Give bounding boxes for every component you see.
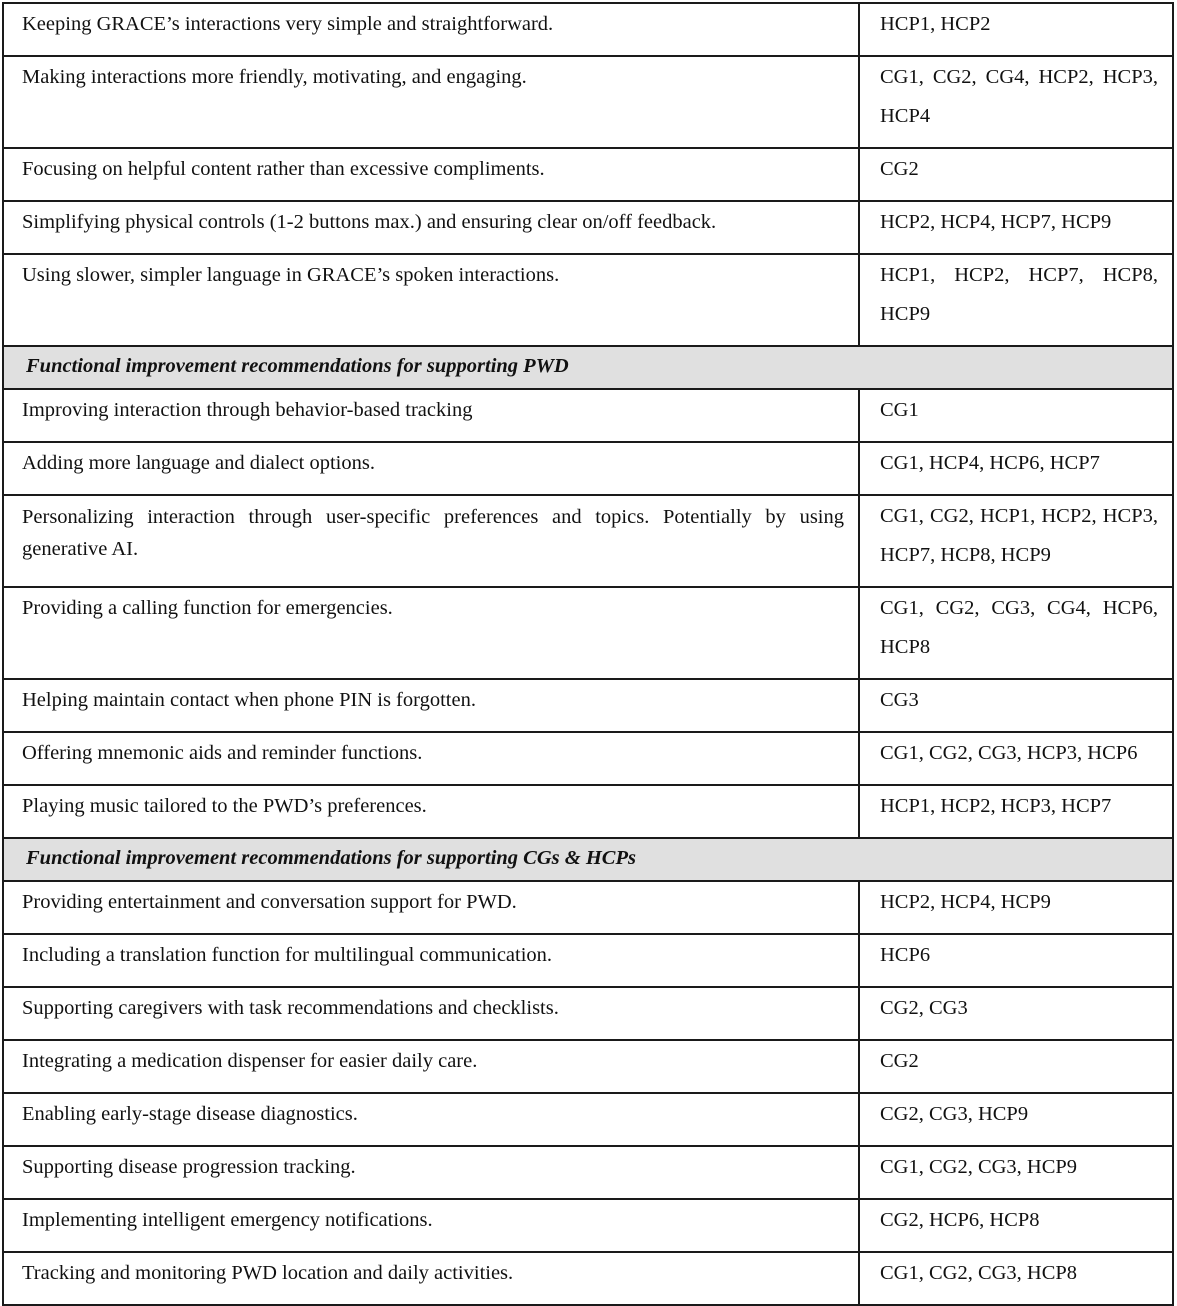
recommendation-cell: Including a translation function for multilingual communication.	[3, 934, 859, 987]
table-row	[3, 881, 1173, 934]
table-row	[3, 389, 1173, 442]
participants-cell: CG1	[859, 389, 1173, 442]
participants-cell: CG2, CG3, HCP9	[859, 1093, 1173, 1146]
table-row	[3, 987, 1173, 1040]
table-row	[3, 201, 1173, 254]
table-row	[3, 587, 1173, 679]
table-row	[3, 732, 1173, 785]
participants-cell: CG2	[859, 1040, 1173, 1093]
participants-cell: HCP6	[859, 934, 1173, 987]
participants-cell: CG2	[859, 148, 1173, 201]
recommendation-cell: Improving interaction through behavior-based tracking	[3, 389, 859, 442]
recommendation-cell: Using slower, simpler language in GRACE’s spoken interactions.	[3, 254, 859, 346]
table-row	[3, 1199, 1173, 1252]
table-row	[3, 442, 1173, 495]
recommendation-cell: Tracking and monitoring PWD location and daily activities.	[3, 1252, 859, 1305]
participants-cell: CG1, HCP4, HCP6, HCP7	[859, 442, 1173, 495]
participants-cell: CG1, CG2, HCP1, HCP2, HCP3, HCP7, HCP8, HCP9	[859, 495, 1173, 587]
table-row	[3, 148, 1173, 201]
recommendation-cell: Providing a calling function for emergencies.	[3, 587, 859, 679]
table-row	[3, 679, 1173, 732]
recommendation-cell: Focusing on helpful content rather than excessive compliments.	[3, 148, 859, 201]
participants-cell: CG1, CG2, CG3, HCP8	[859, 1252, 1173, 1305]
participants-cell: HCP2, HCP4, HCP7, HCP9	[859, 201, 1173, 254]
recommendation-cell: Implementing intelligent emergency notifications.	[3, 1199, 859, 1252]
recommendation-cell: Adding more language and dialect options.	[3, 442, 859, 495]
table-row	[3, 1146, 1173, 1199]
recommendation-cell: Providing entertainment and conversation support for PWD.	[3, 881, 859, 934]
section-heading-row	[3, 346, 1173, 389]
participants-cell: CG1, CG2, CG3, CG4, HCP6, HCP8	[859, 587, 1173, 679]
table-row	[3, 56, 1173, 148]
table-row	[3, 934, 1173, 987]
recommendation-cell: Playing music tailored to the PWD’s preferences.	[3, 785, 859, 838]
participants-cell: CG1, CG2, CG3, HCP3, HCP6	[859, 732, 1173, 785]
recommendation-cell: Keeping GRACE’s interactions very simple and straightforward.	[3, 3, 859, 56]
recommendation-cell: Offering mnemonic aids and reminder functions.	[3, 732, 859, 785]
participants-cell: HCP1, HCP2, HCP7, HCP8, HCP9	[859, 254, 1173, 346]
participants-cell: CG1, CG2, CG3, HCP9	[859, 1146, 1173, 1199]
table-row	[3, 785, 1173, 838]
section-heading-cgs-hcps: Functional improvement recommendations for supporting CGs & HCPs	[3, 838, 1173, 881]
participants-cell: HCP2, HCP4, HCP9	[859, 881, 1173, 934]
recommendation-cell: Helping maintain contact when phone PIN is forgotten.	[3, 679, 859, 732]
participants-cell: HCP1, HCP2, HCP3, HCP7	[859, 785, 1173, 838]
recommendation-cell: Simplifying physical controls (1-2 buttons max.) and ensuring clear on/off feedback.	[3, 201, 859, 254]
table-body	[3, 3, 1173, 1305]
recommendation-cell: Supporting disease progression tracking.	[3, 1146, 859, 1199]
recommendation-cell: Integrating a medication dispenser for easier daily care.	[3, 1040, 859, 1093]
participants-cell: HCP1, HCP2	[859, 3, 1173, 56]
participants-cell: CG2, HCP6, HCP8	[859, 1199, 1173, 1252]
recommendation-cell: Personalizing interaction through user-specific preferences and topics. Potentially by using generative AI.	[3, 495, 859, 587]
participants-cell: CG3	[859, 679, 1173, 732]
table-row	[3, 1252, 1173, 1305]
participants-cell: CG1, CG2, CG4, HCP2, HCP3, HCP4	[859, 56, 1173, 148]
recommendation-cell: Supporting caregivers with task recommendations and checklists.	[3, 987, 859, 1040]
table-row	[3, 495, 1173, 587]
table-row	[3, 1040, 1173, 1093]
table-row	[3, 254, 1173, 346]
table-row	[3, 1093, 1173, 1146]
participants-cell: CG2, CG3	[859, 987, 1173, 1040]
recommendation-cell: Enabling early-stage disease diagnostics.	[3, 1093, 859, 1146]
section-heading-row	[3, 838, 1173, 881]
recommendation-cell: Making interactions more friendly, motivating, and engaging.	[3, 56, 859, 148]
table-row	[3, 3, 1173, 56]
recommendations-table	[2, 2, 1174, 1306]
section-heading-pwd: Functional improvement recommendations for supporting PWD	[3, 346, 1173, 389]
